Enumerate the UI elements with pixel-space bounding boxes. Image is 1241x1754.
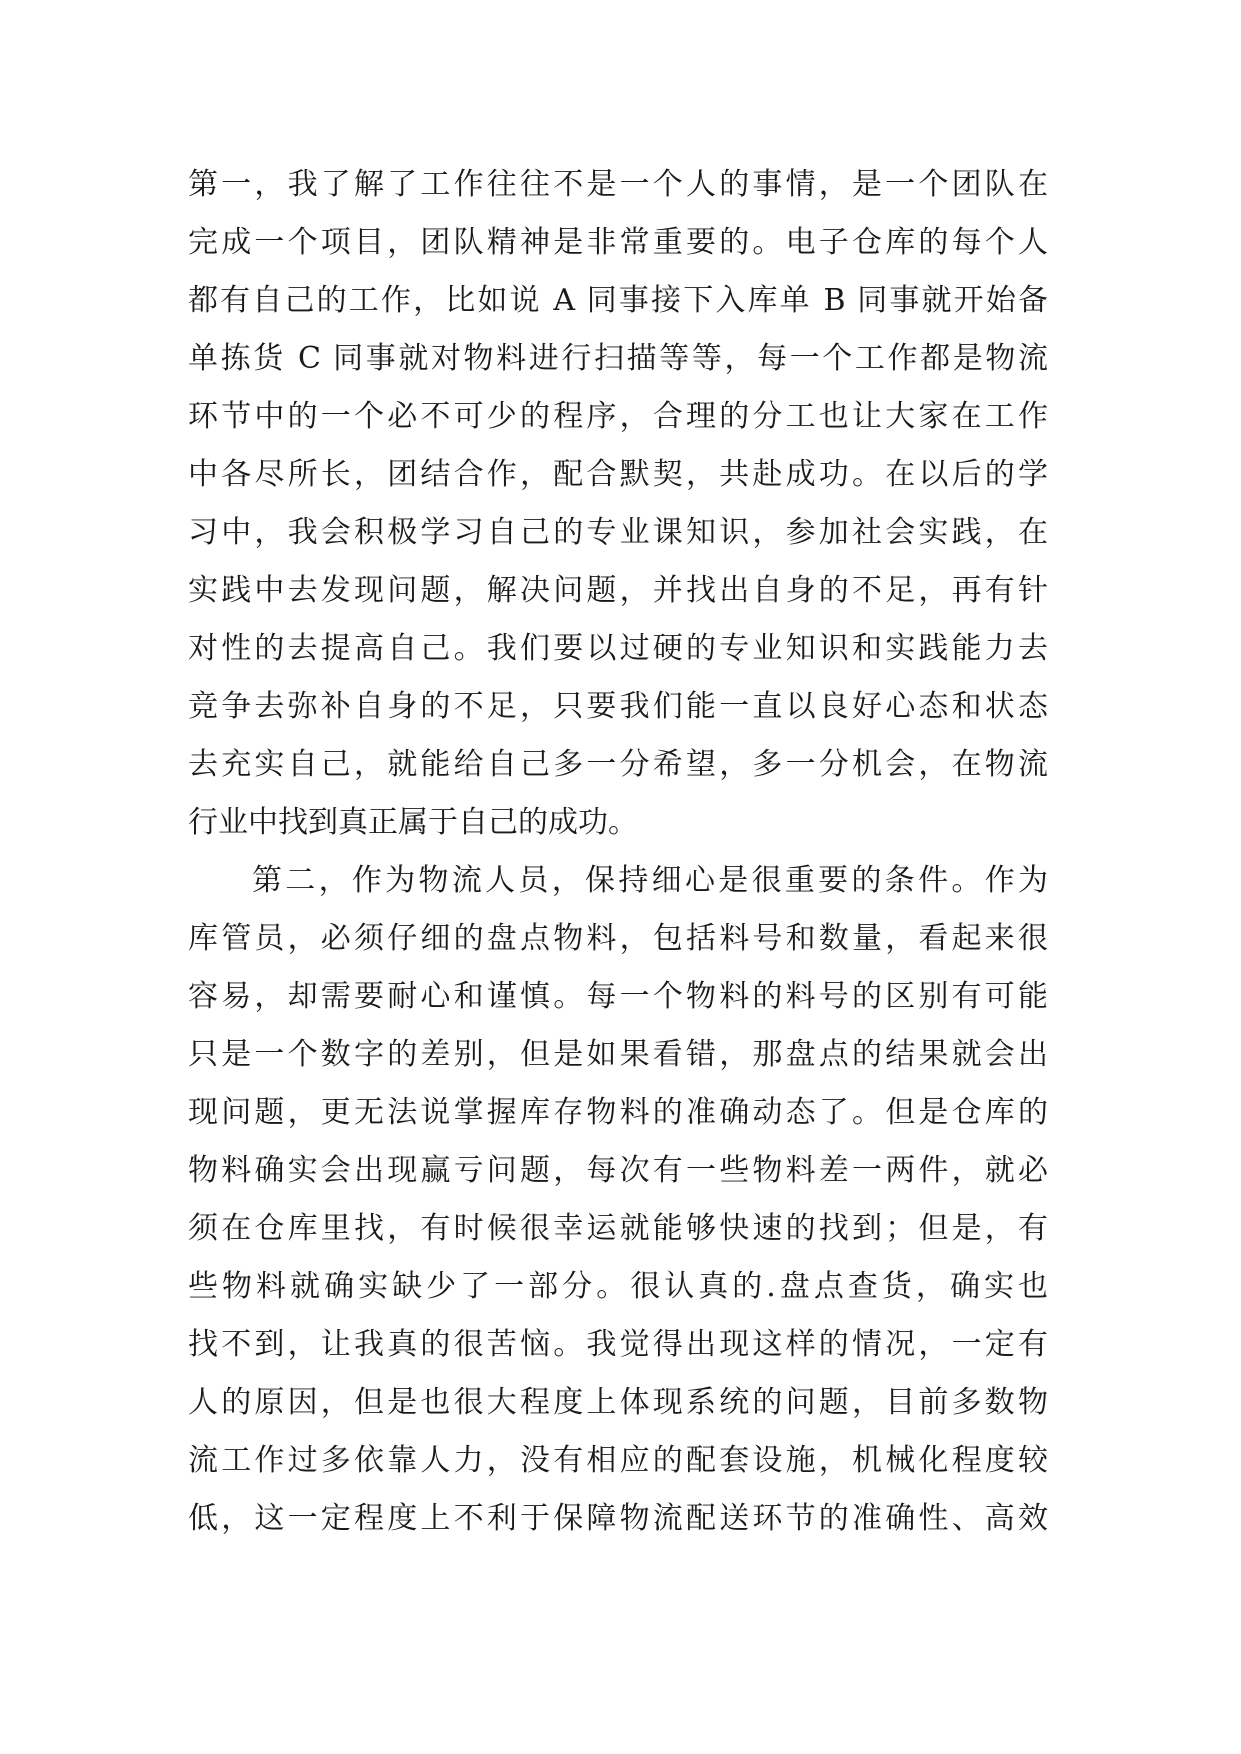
text-line: 行业中找到真正属于自己的成功。 <box>188 805 638 840</box>
text-line: 竞争去弥补自身的不足，只要我们能一直以良好心态和状态 <box>188 689 1048 724</box>
text-line: 完成一个项目，团队精神是非常重要的。电子仓库的每个人 <box>188 225 1048 260</box>
text-line: 中各尽所长，团结合作，配合默契，共赴成功。在以后的学 <box>188 457 1048 492</box>
text-line: 找不到，让我真的很苦恼。我觉得出现这样的情况，一定有 <box>188 1327 1048 1362</box>
text-line: 容易，却需要耐心和谨慎。每一个物料的料号的区别有可能 <box>188 979 1048 1014</box>
text-line: 人的原因，但是也很大程度上体现系统的问题，目前多数物 <box>188 1385 1048 1420</box>
text-line: 第二，作为物流人员，保持细心是很重要的条件。作为 <box>252 863 1048 898</box>
text-line: 对性的去提高自己。我们要以过硬的专业知识和实践能力去 <box>188 631 1048 666</box>
text-line: 第一，我了解了工作往往不是一个人的事情，是一个团队在 <box>188 167 1048 202</box>
text-line: 只是一个数字的差别，但是如果看错，那盘点的结果就会出 <box>188 1037 1048 1072</box>
text-line: 都有自己的工作，比如说 A 同事接下入库单 B 同事就开始备 <box>188 283 1048 318</box>
text-line: 单拣货 C 同事就对物料进行扫描等等，每一个工作都是物流 <box>188 341 1048 376</box>
text-line: 库管员，必须仔细的盘点物料，包括料号和数量，看起来很 <box>188 921 1048 956</box>
text-line: 流工作过多依靠人力，没有相应的配套设施，机械化程度较 <box>188 1443 1048 1478</box>
text-line: 实践中去发现问题，解决问题，并找出自身的不足，再有针 <box>188 573 1048 608</box>
text-line: 去充实自己，就能给自己多一分希望，多一分机会，在物流 <box>188 747 1048 782</box>
text-line: 环节中的一个必不可少的程序，合理的分工也让大家在工作 <box>188 399 1048 434</box>
text-line: 须在仓库里找，有时候很幸运就能够快速的找到；但是，有 <box>188 1211 1048 1246</box>
body-text <box>188 156 1048 1548</box>
text-line: 物料确实会出现赢亏问题，每次有一些物料差一两件，就必 <box>188 1153 1048 1188</box>
paragraph-1 <box>188 156 1048 852</box>
text-line: 些物料就确实缺少了一部分。很认真的.盘点查货，确实也 <box>188 1269 1048 1304</box>
paragraph-2 <box>188 852 1048 1548</box>
text-line: 现问题，更无法说掌握库存物料的准确动态了。但是仓库的 <box>188 1095 1048 1130</box>
text-line: 低，这一定程度上不利于保障物流配送环节的准确性、高效 <box>188 1501 1048 1536</box>
text-line: 习中，我会积极学习自己的专业课知识，参加社会实践，在 <box>188 515 1048 550</box>
